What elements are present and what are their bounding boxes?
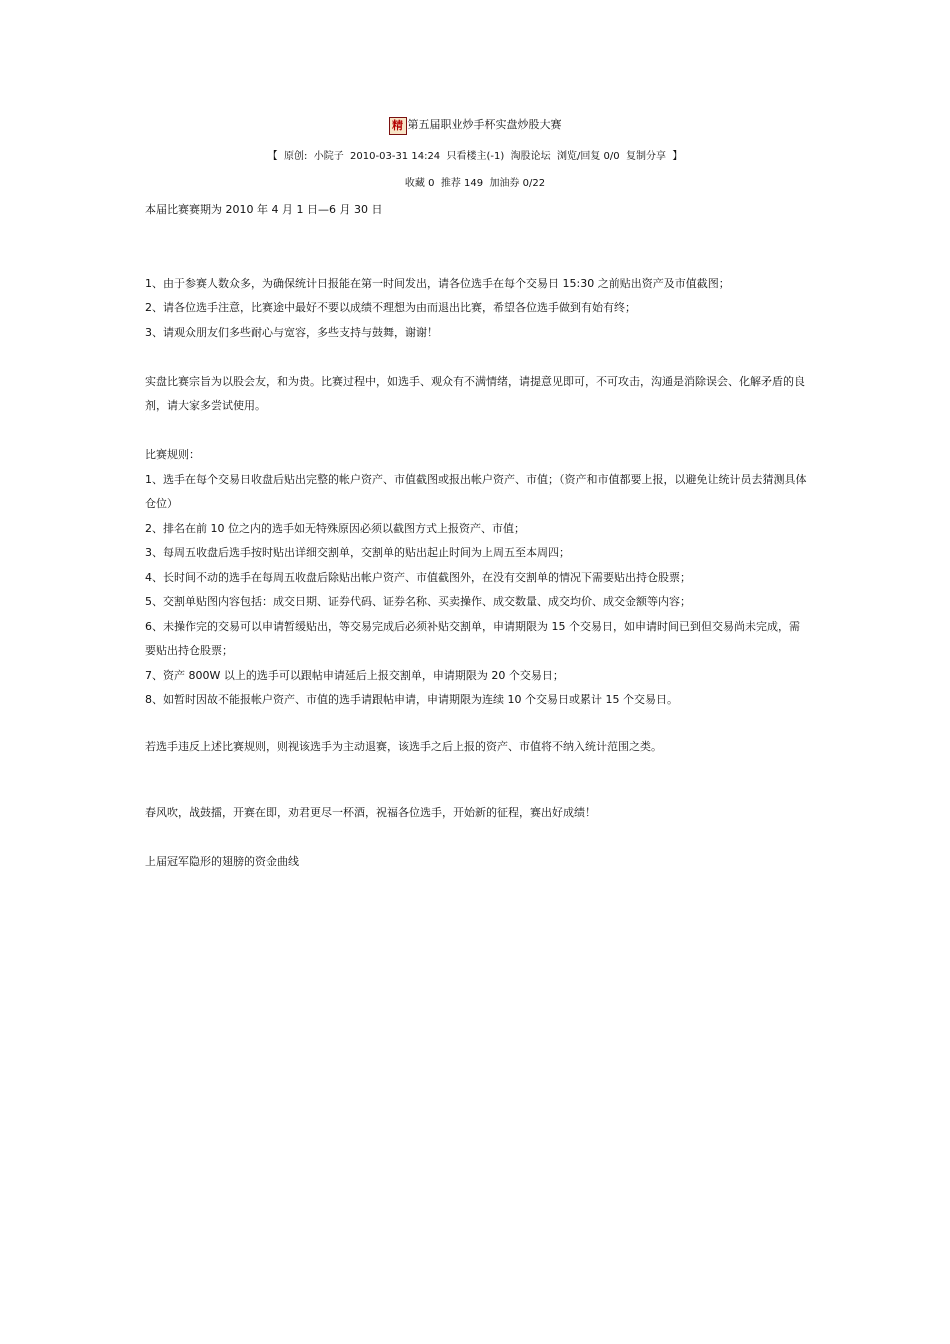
notice-item: 2、请各位选手注意，比赛途中最好不要以成绩不理想为由而退出比赛，希望各位选手做到有始有终；: [145, 301, 636, 314]
contest-purpose: 实盘比赛宗旨为以股会友，和为贵。比赛过程中，如选手、观众有不满情绪，请提意见即可，不可攻击，沟通是消除误会、化解矛盾的良剂，请大家多尝试使用。: [145, 374, 805, 412]
violation-note: 若选手违反上述比赛规则，则视该选手为主动退赛，该选手之后上报的资产、市值将不纳入统计范围之类。: [145, 739, 662, 753]
featured-badge-icon: 精: [389, 117, 407, 135]
post-meta: 【 原创: 小院子 2010-03-31 14:24 只看楼主(-1) 淘股论坛 浏览/回复 0/0 复制分享 】: [267, 151, 683, 162]
post-title[interactable]: 第五届职业炒手杯实盘炒股大赛: [407, 118, 562, 131]
rule-item: 8、如暂时因故不能报帐户资产、市值的选手请跟帖申请，申请期限为连续 10 个交易日或累计 15 个交易日。: [145, 693, 678, 706]
post-body: [145, 198, 810, 875]
rule-item: 6、未操作完的交易可以申请暂缓贴出，等交易完成后必须补贴交割单，申请期限为 15 个交易日，如申请时间已到但交易尚未完成，需要贴出持仓股票；: [145, 619, 800, 657]
rule-item: 7、资产 800W 以上的选手可以跟帖申请延后上报交割单，申请期限为 20 个交易日；: [145, 668, 564, 682]
post-title-row: [0, 116, 950, 135]
spacer: [145, 345, 810, 370]
rule-item: 5、交割单贴图内容包括：成交日期、证券代码、证券名称、买卖操作、成交数量、成交均价、成交金额等内容；: [145, 595, 691, 608]
spacer: [145, 759, 810, 801]
rules-heading: 比赛规则：: [145, 448, 200, 461]
last-champion-caption: 上届冠军隐形的翅膀的资金曲线: [145, 855, 299, 868]
contest-period: 本届比赛赛期为 2010 年 4 月 1 日—6 月 30 日: [145, 203, 383, 216]
post-stats: 收藏 0 推荐 149 加油券 0/22: [404, 178, 546, 189]
rule-item: 1、选手在每个交易日收盘后贴出完整的帐户资产、市值截图或报出帐户资产、市值；（资产和市值都要上报，以避免让统计员去猜测具体仓位）: [145, 472, 807, 510]
rule-item: 4、长时间不动的选手在每周五收盘后除贴出帐户资产、市值截图外，在没有交割单的情况下需要贴出持仓股票；: [145, 570, 691, 584]
spacer: [145, 713, 810, 735]
spacer: [145, 419, 810, 444]
blessing-text: 春风吹，战鼓擂，开赛在即，劝君更尽一杯酒，祝福各位选手，开始新的征程，赛出好成绩！: [145, 806, 596, 819]
spacer: [145, 223, 810, 272]
rule-item: 3、每周五收盘后选手按时贴出详细交割单，交割单的贴出起止时间为上周五至本周四；: [145, 546, 570, 559]
notice-item: 1、由于参赛人数众多，为确保统计日报能在第一时间发出，请各位选手在每个交易日 15:30 之前贴出资产及市值截图；: [145, 276, 730, 290]
rule-item: 2、排名在前 10 位之内的选手如无特殊原因必须以截图方式上报资产、市值；: [145, 521, 525, 535]
notice-item: 3、请观众朋友们多些耐心与宽容，多些支持与鼓舞，谢谢！: [145, 325, 438, 339]
spacer: [145, 826, 810, 851]
